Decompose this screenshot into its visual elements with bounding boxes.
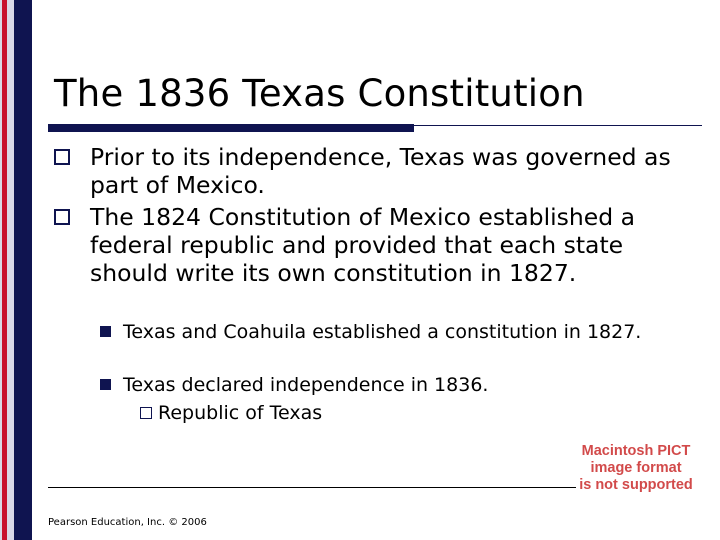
- sub-bullet-item-1: [100, 320, 680, 345]
- hollow-square-bullet-icon: [140, 407, 152, 419]
- sub-sub-bullet-text: Republic of Texas: [158, 402, 323, 424]
- footer-copyright: Pearson Education, Inc. © 2006: [48, 517, 207, 528]
- placeholder-line-3: is not supported: [579, 477, 693, 493]
- bullet-text: The 1824 Constitution of Mexico established a federal republic and provided that each state should write its own constitution in 1827.: [90, 203, 636, 287]
- hollow-square-bullet-icon: [54, 209, 70, 225]
- sub-bullet-item-2: [100, 373, 680, 398]
- slide-title: The 1836 Texas Constitution: [54, 72, 585, 115]
- bullet-item-2: [54, 203, 684, 287]
- left-red-stripe: [0, 0, 14, 540]
- bullet-item-1: [54, 143, 684, 199]
- title-underline-thick: [48, 124, 414, 132]
- hollow-square-bullet-icon: [54, 149, 70, 165]
- unsupported-image-placeholder: [566, 443, 706, 494]
- title-underline-thin: [414, 125, 702, 126]
- footer-divider: [48, 487, 576, 488]
- filled-square-bullet-icon: [100, 326, 111, 337]
- sub-bullet-text: Texas and Coahuila established a constitution in 1827.: [123, 321, 642, 343]
- sub-bullet-text: Texas declared independence in 1836.: [123, 374, 489, 396]
- left-navy-stripe: [14, 0, 32, 540]
- placeholder-line-1: Macintosh PICT: [581, 443, 691, 459]
- filled-square-bullet-icon: [100, 379, 111, 390]
- bullet-text: Prior to its independence, Texas was governed as part of Mexico.: [90, 143, 671, 199]
- sub-sub-bullet-item-1: [140, 401, 540, 426]
- placeholder-line-2: image format: [590, 460, 682, 476]
